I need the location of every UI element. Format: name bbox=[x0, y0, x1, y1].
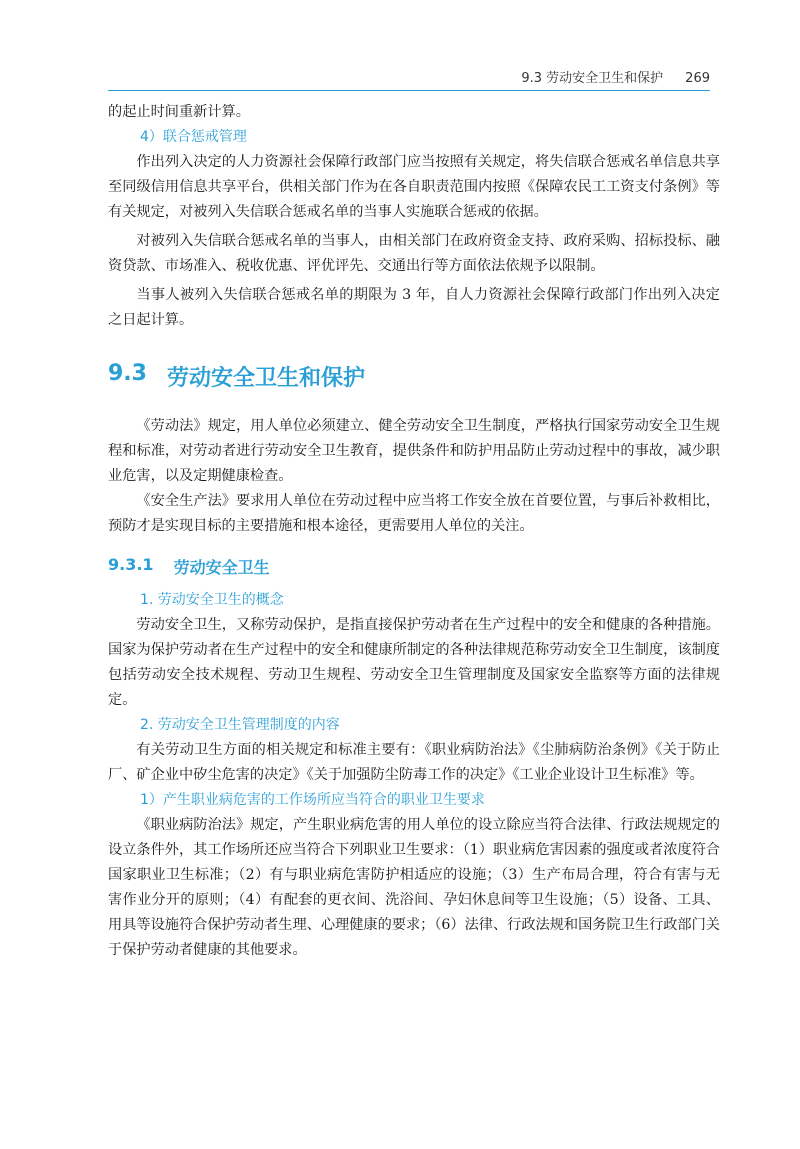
subheading: 1）产生职业病危害的工作场所应当符合的职业卫生要求 bbox=[140, 792, 485, 808]
section-number: 9.3 bbox=[108, 361, 147, 386]
paragraph: 劳动安全卫生，又称劳动保护，是指直接保护劳动者在生产过程中的安全和健康的各种措施。国家为保护劳动者在生产过程中的安全和健康所制定的各种法律规范称劳动安全卫生制度，该制度包括劳动安全技术规程、劳动卫生规程、劳动安全卫生管理制度及国家安全监察等方面的法律规定。 bbox=[108, 617, 720, 708]
paragraph: 作出列入决定的人力资源社会保障行政部门应当按照有关规定，将失信联合惩戒名单信息共享至同级信用信息共享平台，供相关部门作为在各自职责范围内按照《保障农民工工资支付条例》等有关规定，对被列入失信联合惩戒名单的当事人实施联合惩戒的依据。 bbox=[108, 154, 720, 220]
subheading: 1. 劳动安全卫生的概念 bbox=[140, 592, 284, 608]
subsection-title: 劳动安全卫生 bbox=[173, 558, 270, 577]
section-heading bbox=[108, 361, 720, 392]
page-number: 269 bbox=[685, 71, 710, 86]
subsection-number: 9.3.1 bbox=[108, 555, 154, 574]
section-title: 劳动安全卫生和保护 bbox=[166, 366, 365, 391]
paragraph: 的起止时间重新计算。 bbox=[108, 104, 250, 120]
header-section-title: 9.3 劳动安全卫生和保护 bbox=[521, 71, 664, 86]
paragraph: 《劳动法》规定，用人单位必须建立、健全劳动安全卫生制度，严格执行国家劳动安全卫生规程和标准，对劳动者进行劳动安全卫生教育，提供条件和防护用品防止劳动过程中的事故，减少职业危害，以及定期健康检查。 bbox=[108, 418, 720, 484]
paragraph: 当事人被列入失信联合惩戒名单的期限为 3 年，自人力资源社会保障行政部门作出列入决定之日起计算。 bbox=[108, 287, 720, 328]
subheading: 2. 劳动安全卫生管理制度的内容 bbox=[140, 717, 340, 733]
paragraph: 有关劳动卫生方面的相关规定和标准主要有：《职业病防治法》《尘肺病防治条例》《关于防止厂、矿企业中矽尘危害的决定》《关于加强防尘防毒工作的决定》《工业企业设计卫生标准》等。 bbox=[108, 742, 720, 783]
paragraph: 《安全生产法》要求用人单位在劳动过程中应当将工作安全放在首要位置，与事后补救相比，预防才是实现目标的主要措施和根本途径，更需要用人单位的关注。 bbox=[108, 493, 720, 534]
running-header bbox=[108, 66, 710, 91]
paragraph: 《职业病防治法》规定，产生职业病危害的用人单位的设立除应当符合法律、行政法规规定的设立条件外，其工作场所还应当符合下列职业卫生要求：（1）职业病危害因素的强度或者浓度符合国家职业卫生标准；（2）有与职业病危害防护相适应的设施；（3）生产布局合理，符合有害与无害作业分开的原则；（4）有配套的更衣间、洗浴间、孕妇休息间等卫生设施；（5）设备、工具、用具等设施符合保护劳动者生理、心理健康的要求；（6）法律、行政法规和国务院卫生行政部门关于保护劳动者健康的其他要求。 bbox=[108, 817, 720, 958]
subheading: 4）联合惩戒管理 bbox=[140, 129, 247, 145]
subsection-heading bbox=[108, 555, 720, 578]
page-body bbox=[108, 100, 720, 963]
paragraph: 对被列入失信联合惩戒名单的当事人，由相关部门在政府资金支持、政府采购、招标投标、融资贷款、市场准入、税收优惠、评优评先、交通出行等方面依法依规予以限制。 bbox=[108, 233, 720, 274]
